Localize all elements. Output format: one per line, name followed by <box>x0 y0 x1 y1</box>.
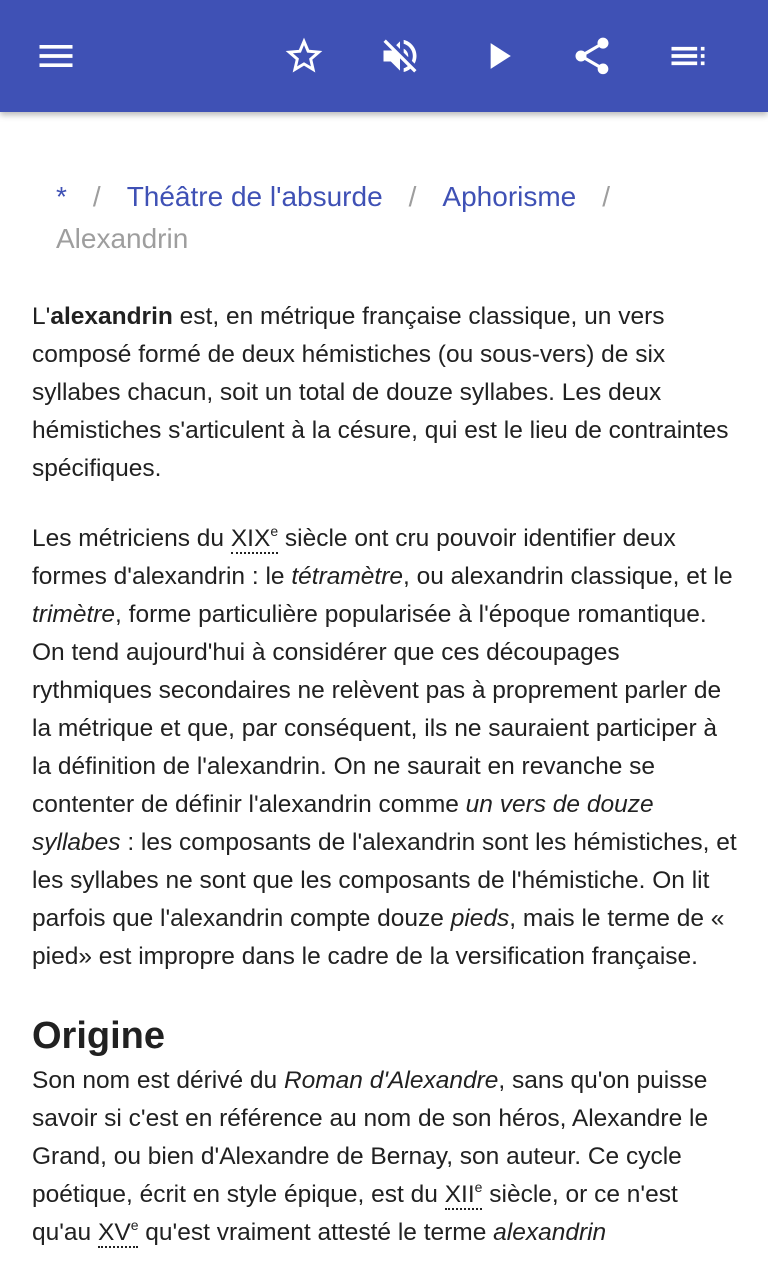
volume-off-icon <box>378 34 422 78</box>
play-icon <box>476 34 520 78</box>
article-body <box>32 298 742 1280</box>
share-button[interactable] <box>560 24 624 88</box>
mute-button[interactable] <box>368 24 432 88</box>
breadcrumb-separator: / <box>408 181 417 212</box>
share-icon <box>570 34 614 78</box>
app-toolbar <box>0 0 768 112</box>
breadcrumb-separator: / <box>92 181 101 212</box>
paragraph-origine: Son nom est dérivé du Roman d'Alexandre, sans qu'on puisse savoir si c'est en référence au nom de son héros, Alexandre le Grand, ou bien d'Alexandre de Bernay, son auteur. Ce cycle poétique, écrit en style épique, est du XIIe siècle, or ce n'est qu'au XVe qu'est vraiment attesté le terme alexandrin <box>32 1067 709 1246</box>
breadcrumb <box>56 176 736 260</box>
article-content <box>0 112 768 1280</box>
article-term: alexandrin <box>50 303 173 330</box>
section-heading-origine: Origine <box>32 1015 166 1057</box>
breadcrumb-link-aphorisme[interactable]: Aphorisme <box>442 181 577 212</box>
star-outline-icon <box>282 34 326 78</box>
breadcrumb-home-link[interactable]: * <box>56 181 67 212</box>
century-abbr: XIXe <box>230 523 279 552</box>
play-button[interactable] <box>466 24 530 88</box>
century-abbr: XVe <box>98 1217 139 1246</box>
century-abbr: XIIe <box>444 1179 483 1208</box>
breadcrumb-current: Alexandrin <box>56 223 189 254</box>
hamburger-menu-icon <box>34 34 78 78</box>
favorite-button[interactable] <box>272 24 336 88</box>
breadcrumb-link-theatre[interactable]: Théâtre de l'absurde <box>126 181 383 212</box>
contents-button[interactable] <box>656 24 720 88</box>
list-icon <box>666 34 710 78</box>
paragraph-intro: L'alexandrin est, en métrique française classique, un vers composé formé de deux hémistiches (ou sous-vers) de six syllabes chacun, soit un total de douze syllabes. Les deux hémistiches s'articulent à la césure, qui est le lieu de contraintes spécifiques. <box>32 303 729 482</box>
paragraph-metrics: Les métriciens du XIXe siècle ont cru pouvoir identifier deux formes d'alexandrin : le tétramètre, ou alexandrin classique, et le trimètre, forme particulière popularisée à l'époque romantique. On tend aujourd'hui à considérer que ces découpages rythmiques secondaires ne relèvent pas à proprement parler de la métrique et que, par conséquent, ils ne sauraient participer à la définition de l'alexandrin. On ne saurait en revanche se contenter de définir l'alexandrin comme un vers de douze syllabes : les composants de l'alexandrin sont les hémistiches, et les syllabes ne sont que les composants de l'hémistiche. On lit parfois que l'alexandrin compte douze pieds, mais le terme de « pied» est impropre dans le cadre de la versification française. <box>32 523 737 970</box>
menu-button[interactable] <box>24 24 88 88</box>
breadcrumb-separator: / <box>602 181 611 212</box>
